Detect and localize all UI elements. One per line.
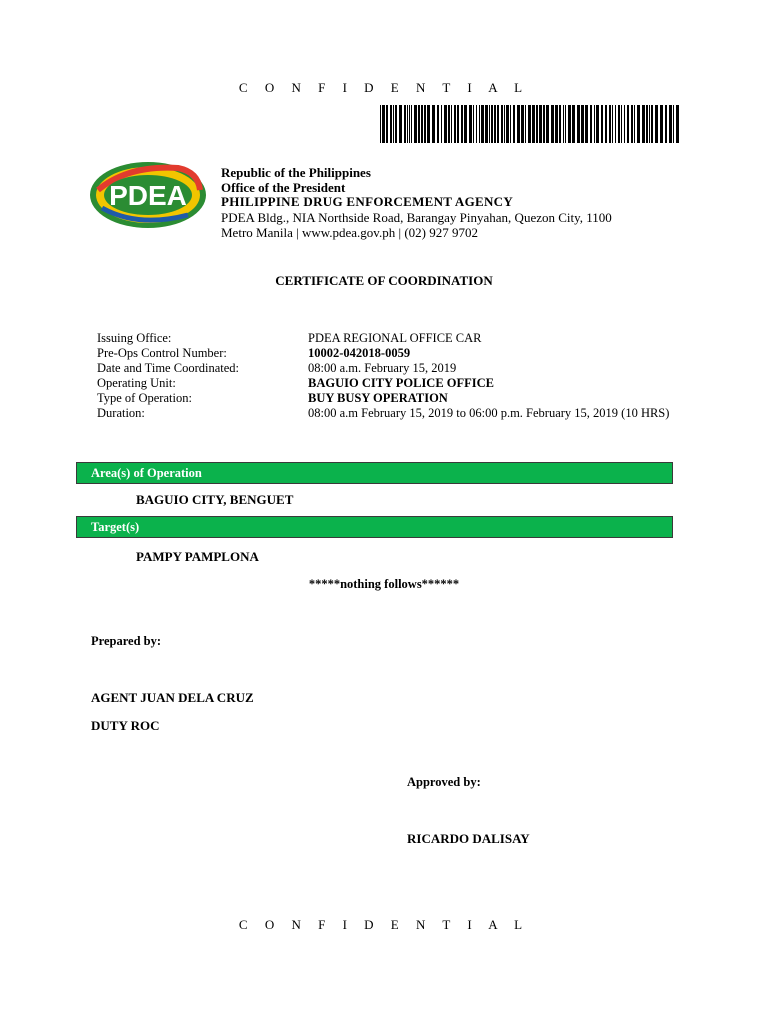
barcode-stripe <box>649 105 650 143</box>
barcode-stripe <box>461 105 463 143</box>
barcode-stripe <box>510 105 511 143</box>
barcode-stripe <box>501 105 503 143</box>
area-value: BAGUIO CITY, BENGUET <box>136 492 294 507</box>
prepared-by-label: Prepared by: <box>91 634 162 648</box>
barcode-stripe <box>409 105 410 143</box>
confidential-top: C O N F I D E N T I A L <box>238 80 530 95</box>
barcode-stripe <box>513 105 515 143</box>
barcode-stripe <box>469 105 472 143</box>
barcode-stripe <box>563 105 564 143</box>
barcode-stripe <box>605 105 607 143</box>
barcode-stripe <box>673 105 674 143</box>
barcode-stripe <box>407 105 408 143</box>
barcode-stripe <box>418 105 420 143</box>
barcode-stripe <box>615 105 616 143</box>
header-agency: PHILIPPINE DRUG ENFORCEMENT AGENCY <box>221 194 514 209</box>
barcode-stripe <box>551 105 554 143</box>
barcode-stripe <box>627 105 629 143</box>
duration-label: Duration: <box>97 406 145 420</box>
barcode-stripe <box>618 105 620 143</box>
barcode-stripe <box>590 105 592 143</box>
barcode-stripe <box>399 105 402 143</box>
operation-type-label: Type of Operation: <box>97 391 192 405</box>
barcode-stripe <box>637 105 640 143</box>
duration-value: 08:00 a.m February 15, 2019 to 06:00 p.m. February 15, 2019 (10 HRS) <box>308 406 670 420</box>
barcode-stripe <box>448 105 450 143</box>
header-republic: Republic of the Philippines <box>221 165 371 180</box>
control-number-label: Pre-Ops Control Number: <box>97 346 227 360</box>
barcode-stripe <box>594 105 595 143</box>
target-header-label: Target(s) <box>91 520 140 534</box>
operation-type-value: BUY BUSY OPERATION <box>308 391 448 405</box>
barcode-stripe <box>457 105 459 143</box>
barcode-stripe <box>491 105 493 143</box>
barcode-stripe <box>454 105 456 143</box>
barcode-stripe <box>476 105 477 143</box>
logo-text: PDEA <box>109 180 187 211</box>
barcode-stripe <box>386 105 388 143</box>
barcode-stripe <box>489 105 490 143</box>
barcode-stripe <box>382 105 385 143</box>
barcode-stripe <box>521 105 524 143</box>
barcode-stripe <box>517 105 520 143</box>
barcode-stripe <box>612 105 613 143</box>
barcode-stripe <box>464 105 467 143</box>
barcode-stripe <box>532 105 535 143</box>
barcode-stripe <box>651 105 653 143</box>
barcode <box>380 105 682 143</box>
date-coordinated-value: 08:00 a.m. February 15, 2019 <box>308 361 457 375</box>
barcode-stripe <box>568 105 571 143</box>
barcode-stripe <box>494 105 496 143</box>
barcode-stripe <box>504 105 505 143</box>
barcode-stripe <box>669 105 672 143</box>
operating-unit-value: BAGUIO CITY POLICE OFFICE <box>308 376 495 390</box>
barcode-stripe <box>642 105 645 143</box>
operating-unit-label: Operating Unit: <box>97 376 176 390</box>
prepared-by-position: DUTY ROC <box>91 718 160 733</box>
target-value: PAMPY PAMPLONA <box>136 549 259 564</box>
barcode-stripe <box>497 105 499 143</box>
header-office: Office of the President <box>221 180 346 195</box>
confidential-bottom: C O N F I D E N T I A L <box>238 917 530 932</box>
barcode-stripe <box>646 105 648 143</box>
control-number-value: 10002-042018-0059 <box>308 346 411 360</box>
barcode-stripe <box>390 105 392 143</box>
barcode-stripe <box>437 105 439 143</box>
barcode-stripe <box>481 105 484 143</box>
barcode-stripe <box>479 105 480 143</box>
barcode-stripe <box>473 105 474 143</box>
barcode-stripe <box>655 105 658 143</box>
barcode-stripe <box>676 105 679 143</box>
barcode-stripe <box>660 105 663 143</box>
area-header-bar <box>76 462 673 484</box>
barcode-stripe <box>555 105 558 143</box>
barcode-stripe <box>393 105 394 143</box>
barcode-stripe <box>528 105 531 143</box>
barcode-stripe <box>441 105 442 143</box>
barcode-stripe <box>596 105 599 143</box>
pdea-logo <box>88 160 208 230</box>
issuing-office-label: Issuing Office: <box>97 331 172 345</box>
barcode-stripe <box>565 105 566 143</box>
barcode-stripe <box>601 105 603 143</box>
barcode-stripe <box>536 105 538 143</box>
barcode-stripe <box>506 105 509 143</box>
barcode-stripe <box>621 105 622 143</box>
barcode-stripe <box>634 105 635 143</box>
barcode-stripe <box>631 105 633 143</box>
barcode-stripe <box>451 105 452 143</box>
barcode-stripe <box>665 105 667 143</box>
barcode-stripe <box>411 105 412 143</box>
approved-by-label: Approved by: <box>407 775 481 789</box>
barcode-stripe <box>585 105 588 143</box>
barcode-stripe <box>525 105 526 143</box>
barcode-stripe <box>395 105 397 143</box>
barcode-stripe <box>572 105 575 143</box>
barcode-stripe <box>546 105 549 143</box>
barcode-stripe <box>485 105 488 143</box>
barcode-stripe <box>414 105 417 143</box>
area-header-label: Area(s) of Operation <box>91 466 202 480</box>
barcode-stripe <box>543 105 545 143</box>
barcode-stripe <box>577 105 580 143</box>
header-contact: Metro Manila | www.pdea.gov.ph | (02) 927 9702 <box>221 225 478 240</box>
barcode-stripe <box>609 105 611 143</box>
certificate-title: CERTIFICATE OF COORDINATION <box>275 273 493 288</box>
prepared-by-name: AGENT JUAN DELA CRUZ <box>91 690 254 705</box>
issuing-office-value: PDEA REGIONAL OFFICE CAR <box>308 331 482 345</box>
barcode-stripe <box>559 105 561 143</box>
approved-by-name: RICARDO DALISAY <box>407 831 530 846</box>
barcode-stripe <box>404 105 406 143</box>
barcode-stripe <box>432 105 435 143</box>
barcode-stripe <box>444 105 447 143</box>
barcode-stripe <box>539 105 542 143</box>
barcode-stripe <box>424 105 426 143</box>
date-coordinated-label: Date and Time Coordinated: <box>97 361 239 375</box>
header-address: PDEA Bldg., NIA Northside Road, Barangay Pinyahan, Quezon City, 1100 <box>221 210 612 225</box>
barcode-stripe <box>427 105 430 143</box>
barcode-stripe <box>581 105 584 143</box>
barcode-stripe <box>380 105 381 143</box>
barcode-stripe <box>624 105 625 143</box>
barcode-stripe <box>421 105 423 143</box>
target-header-bar <box>76 516 673 538</box>
nothing-follows: *****nothing follows****** <box>308 577 460 591</box>
